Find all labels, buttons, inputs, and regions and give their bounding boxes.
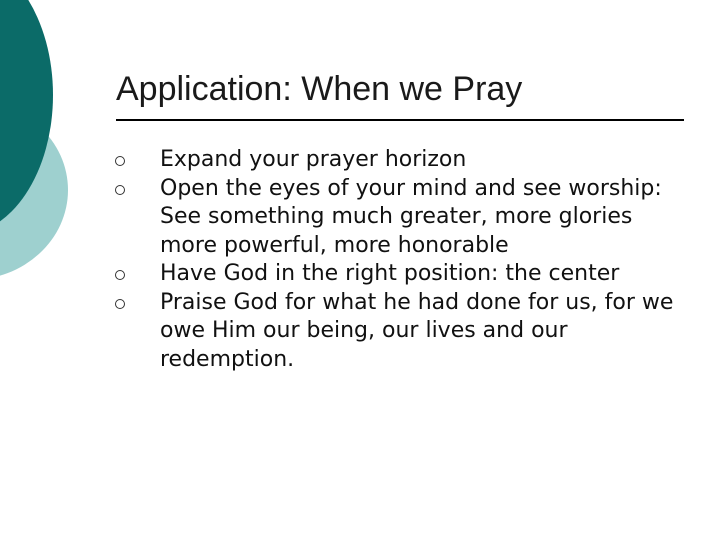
bullet-item <box>115 260 680 289</box>
bullet-item <box>115 289 680 375</box>
bullet-text: Expand your prayer horizon <box>160 147 467 172</box>
slide-title: Application: When we Pray <box>116 70 523 108</box>
bullet-text: Have God in the right position: the center <box>160 261 620 286</box>
bullet-text: Open the eyes of your mind and see worship: See something much greater, more glories more powerful, more honorable <box>160 175 662 258</box>
title-underline <box>116 119 684 121</box>
bullet-item <box>115 175 680 261</box>
bullet-item <box>115 146 680 175</box>
decorative-shapes <box>0 0 120 320</box>
bullet-list <box>115 146 680 374</box>
hollow-circle-bullet-icon <box>115 299 125 309</box>
hollow-circle-bullet-icon <box>115 185 125 195</box>
hollow-circle-bullet-icon <box>115 156 125 166</box>
bullet-text: Praise God for what he had done for us, for we owe Him our being, our lives and our redemption. <box>160 289 674 372</box>
hollow-circle-bullet-icon <box>115 270 125 280</box>
